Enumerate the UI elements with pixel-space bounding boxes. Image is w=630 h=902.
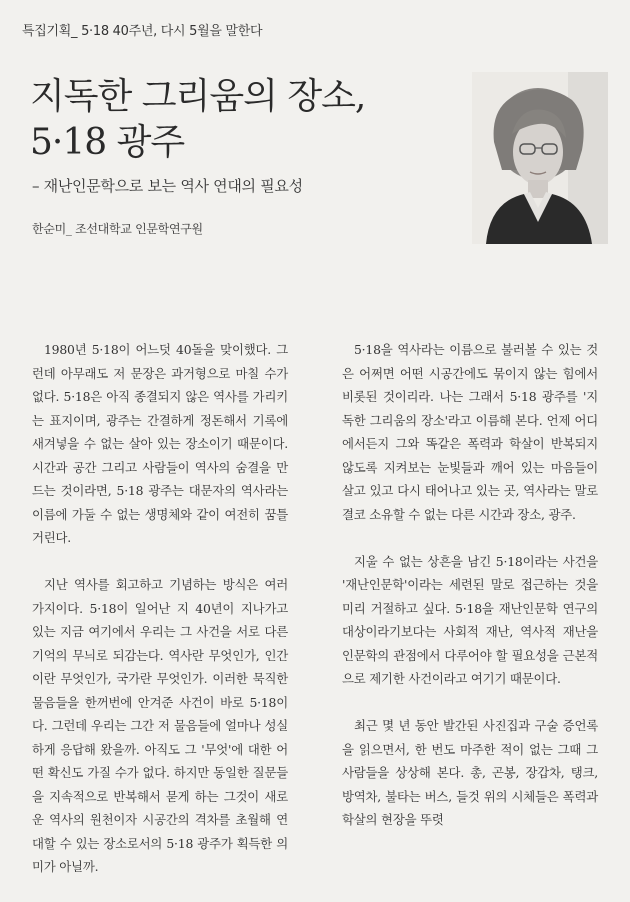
title-line-2: 5·18 광주 (30, 122, 185, 163)
portrait-photo (472, 72, 608, 244)
body-column-left (32, 338, 288, 902)
body-paragraph: 최근 몇 년 동안 발간된 사진집과 구술 증언록을 읽으면서, 한 번도 마주한 적이 없는 그때 그 사람들을 상상해 본다. 총, 곤봉, 장갑차, 탱크, 방역차, 불타는 버스, 들것 위의 시체들은 폭력과 학살의 현장을 뚜렷 (342, 718, 598, 827)
author-portrait (472, 72, 608, 244)
body-paragraph: 1980년 5·18이 어느덧 40돌을 맞이했다. 그런데 아무래도 저 문장은 과거형으로 마칠 수가 없다. 5·18은 아직 종결되지 않은 역사를 가리키는 표지이며, 광주는 간결하게 정돈해서 기록에 새겨넣을 수 없는 살아 있는 장소이기 때문이다. 시간과 공간 그리고 사람들이 역사의 숨결을 만드는 것이라면, 5·18 광주는 대문자의 역사라는 이름에 가둘 수 없는 생명체와 같이 여전히 꿈틀거린다. (32, 342, 288, 545)
body-paragraph: 지울 수 없는 상흔을 남긴 5·18이라는 사건을 '재난인문학'이라는 세련된 말로 접근하는 것을 미리 거절하고 싶다. 5·18을 재난인문학 연구의 대상이라기보다는 사회적 재난, 역사적 재난을 인문학의 관점에서 다루어야 할 필요성을 근본적으로 제기한 사건이라고 여기기 때문이다. (342, 553, 598, 686)
series-label: 특집기획_ 5·18 40주년, 다시 5월을 말한다 (22, 24, 263, 39)
author-byline: 한순미_ 조선대학교 인문학연구원 (32, 222, 203, 236)
article-title (30, 74, 365, 166)
article-subtitle: – 재난인문학으로 보는 역사 연대의 필요성 (32, 177, 303, 195)
title-line-1: 지독한 그리움의 장소, (30, 76, 366, 117)
body-paragraph: 5·18을 역사라는 이름으로 불러볼 수 있는 것은 어쩌면 어떤 시공간에도 묶이지 않는 힘에서 비롯된 것이리라. 나는 그래서 5·18 광주를 '지독한 그리움의 장소'라고 이름해 본다. 언제 어디에서든지 그와 똑같은 폭력과 학살이 반복되지 않도록 지켜보는 눈빛들과 깨어 있는 마음들이 살고 있고 다시 태어나고 있는 곳, 역사라는 말로 결코 소유할 수 없는 다른 시간과 장소, 광주. (342, 342, 598, 522)
body-paragraph: 지난 역사를 회고하고 기념하는 방식은 여러 가지이다. 5·18이 일어난 지 40년이 지나가고 있는 지금 여기에서 우리는 그 사건을 서로 다른 기억의 무늬로 되감는다. 역사란 무엇인가, 인간이란 무엇인가, 국가란 무엇인가. 이러한 묵직한 물음들을 한꺼번에 안겨준 사건이 바로 5·18이다. 그런데 우리는 그간 저 물음들에 얼마나 성실하게 응답해 왔을까. 아직도 그 '무엇'에 대한 어떤 확신도 가질 수가 없다. 하지만 동일한 질문들을 지속적으로 반복해서 묻게 하는 그것이 새로운 역사의 원천이자 시공간의 격차를 초월해 연대할 수 있는 장소로서의 5·18 광주가 획득한 의미가 아닐까. (32, 577, 288, 874)
body-column-right (342, 338, 598, 855)
